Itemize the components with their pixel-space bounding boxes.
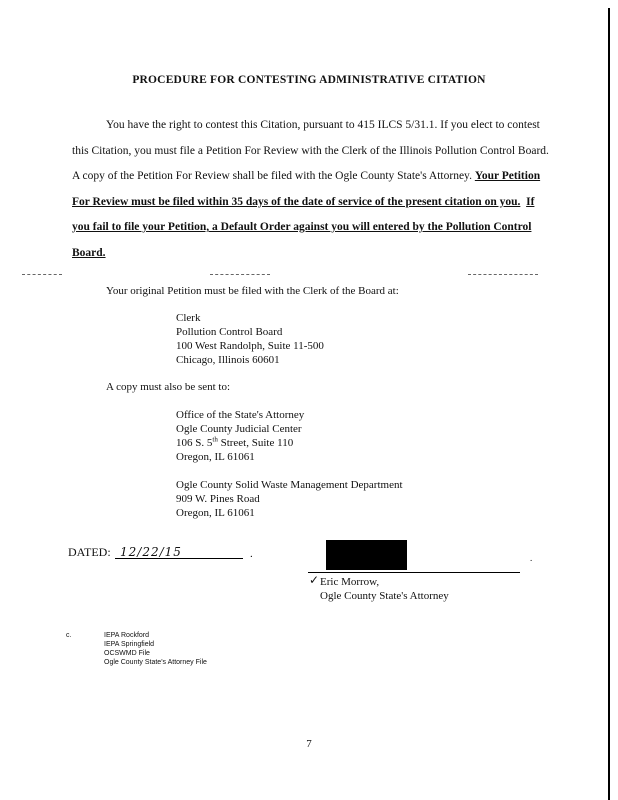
contest-paragraph <box>72 113 552 266</box>
redacted-signature <box>326 540 407 570</box>
clerk-address-line: 100 West Randolph, Suite 11-500 <box>176 340 324 352</box>
margin-rule <box>608 8 610 800</box>
original-filing-instruction: Your original Petition must be filed with the Clerk of the Board at: <box>106 285 399 297</box>
signer-title: Ogle County State's Attorney <box>320 590 449 602</box>
signature-line <box>308 572 520 573</box>
cc-label: c. <box>66 632 72 639</box>
cc-recipient: OCSWMD File <box>104 650 150 657</box>
petition-deadline-notice: Your Petition For Review must be filed within 35 days of the date of service of the present citation on you. <box>72 170 541 208</box>
clerk-address-line: Clerk <box>176 312 201 324</box>
page-title: PROCEDURE FOR CONTESTING ADMINISTRATIVE CITATION <box>132 74 486 86</box>
scan-artifact-line <box>468 274 538 275</box>
attorney-address-line: Oregon, IL 61061 <box>176 451 255 463</box>
cc-recipient: IEPA Rockford <box>104 632 150 639</box>
solid-waste-address-line: Oregon, IL 61061 <box>176 507 255 519</box>
scan-artifact-line <box>22 274 62 275</box>
cc-recipient: Ogle County State's Attorney File <box>104 659 207 666</box>
default-order-notice: If you fail to file your Petition, a Default Order against you will entered by the Pollution Control Board. <box>72 195 535 259</box>
dated-value: 12/22/15 <box>120 545 182 559</box>
scan-artifact-line <box>210 274 270 275</box>
copy-instruction: A copy must also be sent to: <box>106 381 231 393</box>
clerk-address-line: Chicago, Illinois 60601 <box>176 354 280 366</box>
dated-label: DATED: <box>68 545 111 559</box>
cc-recipient: IEPA Springfield <box>104 641 155 648</box>
dated-period-mark: . <box>250 548 253 560</box>
solid-waste-address-line: Ogle County Solid Waste Management Department <box>176 479 403 491</box>
clerk-address-line: Pollution Control Board <box>176 326 283 338</box>
solid-waste-address-line: 909 W. Pines Road <box>176 493 260 505</box>
checkmark-icon: ✓ <box>309 573 320 587</box>
page-number: 7 <box>306 738 312 750</box>
signature-line-mark: . <box>530 553 533 563</box>
attorney-address-line: 106 S. 5th Street, Suite 110 <box>176 435 294 449</box>
signer-name: Eric Morrow, <box>320 576 380 588</box>
attorney-address-line: Office of the State's Attorney <box>176 409 305 421</box>
paragraph-text: You have the right to contest this Citation, pursuant to 415 ILCS 5/31.1. If you elect to contest this Citation, you must file a Petition For Review with the Clerk of the Illinois Pollution Control Board. A copy of the Petition For Review shall be filed with the Ogle County State's Attorney. <box>72 119 549 182</box>
attorney-address-line: Ogle County Judicial Center <box>176 423 302 435</box>
